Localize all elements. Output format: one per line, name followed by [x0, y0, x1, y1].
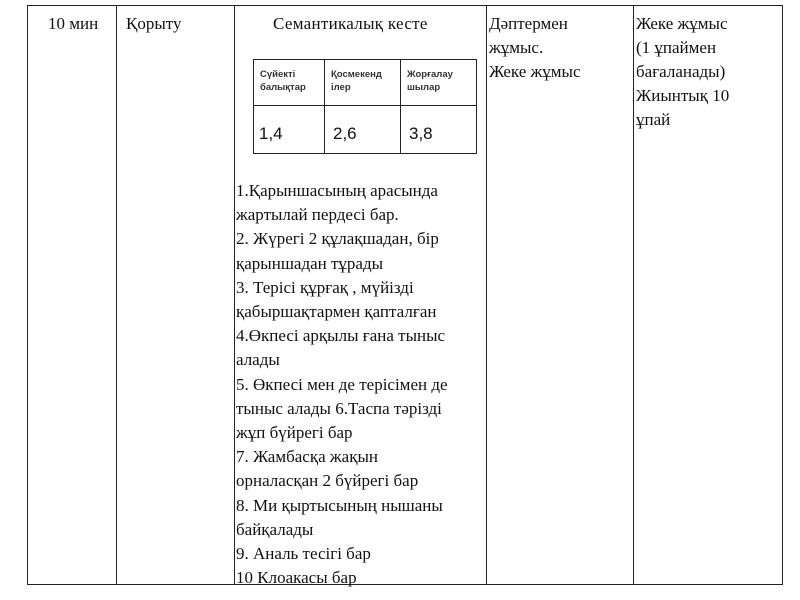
column-divider: [486, 6, 487, 584]
mini-table-header: Қосмекенд ілер: [331, 69, 382, 93]
column-divider: [633, 6, 634, 584]
assessment-cell: [636, 12, 782, 132]
list-line: 9. Аналь тесігі бар: [236, 544, 371, 564]
list-line: орналасқан 2 бүйрегі бар: [236, 471, 419, 491]
list-line: қарыншадан тұрады: [236, 253, 384, 273]
list-line: жұп бүйрегі бар: [236, 423, 353, 443]
activity-line: Жеке жұмыс: [489, 62, 581, 81]
assessment-line: ұпай: [636, 110, 671, 129]
assessment-line: Жеке жұмыс: [636, 14, 728, 33]
list-line: 3. Терісі құрғақ , мүйізді: [236, 277, 414, 297]
mini-table-divider: [324, 60, 325, 153]
activity-cell: [489, 12, 629, 84]
list-line: тыныс алады 6.Таспа тәрізді: [236, 398, 442, 418]
activity-line: Дәптермен: [489, 14, 568, 33]
column-divider: [116, 6, 117, 584]
list-line: жартылай пердесі бар.: [236, 205, 399, 225]
assessment-line: (1 ұпаймен: [636, 38, 717, 57]
list-line: байқалады: [236, 519, 314, 539]
semantic-table-title: Семантикалық кесте: [273, 14, 428, 33]
mini-table-header: Сүйекті балықтар: [260, 69, 306, 93]
list-line: 2. Жүрегі 2 құлақшадан, бір: [236, 229, 439, 249]
stage-cell: Қорыту: [126, 14, 182, 33]
mini-table-header: Жорғалау шылар: [407, 69, 453, 93]
list-line: 8. Ми қыртысының нышаны: [236, 495, 443, 515]
features-list: [236, 179, 486, 590]
list-line: 5. Өкпесі мен де терісімен де: [236, 374, 448, 394]
time-cell: 10 мин: [48, 14, 99, 33]
mini-table-value: 1,4: [259, 124, 283, 143]
list-line: 4.Өкпесі арқылы ғана тыныс: [236, 326, 446, 346]
assessment-line: Жиынтық 10: [636, 86, 730, 105]
list-line: алады: [236, 350, 280, 370]
list-line: қабыршақтармен қапталған: [236, 302, 437, 322]
lesson-table: [27, 5, 783, 588]
assessment-line: бағаланады): [636, 62, 726, 81]
mini-table-value: 3,8: [409, 124, 433, 143]
list-line: 10 Клоакасы бар: [236, 568, 357, 588]
column-divider: [234, 6, 235, 584]
mini-table-value: 2,6: [333, 124, 357, 143]
list-line: 7. Жамбасқа жақын: [236, 447, 378, 467]
list-line: 1.Қарыншасының арасында: [236, 181, 438, 200]
mini-table-divider: [400, 60, 401, 153]
activity-line: жұмыс.: [489, 38, 544, 57]
semantic-mini-table: [253, 59, 477, 154]
